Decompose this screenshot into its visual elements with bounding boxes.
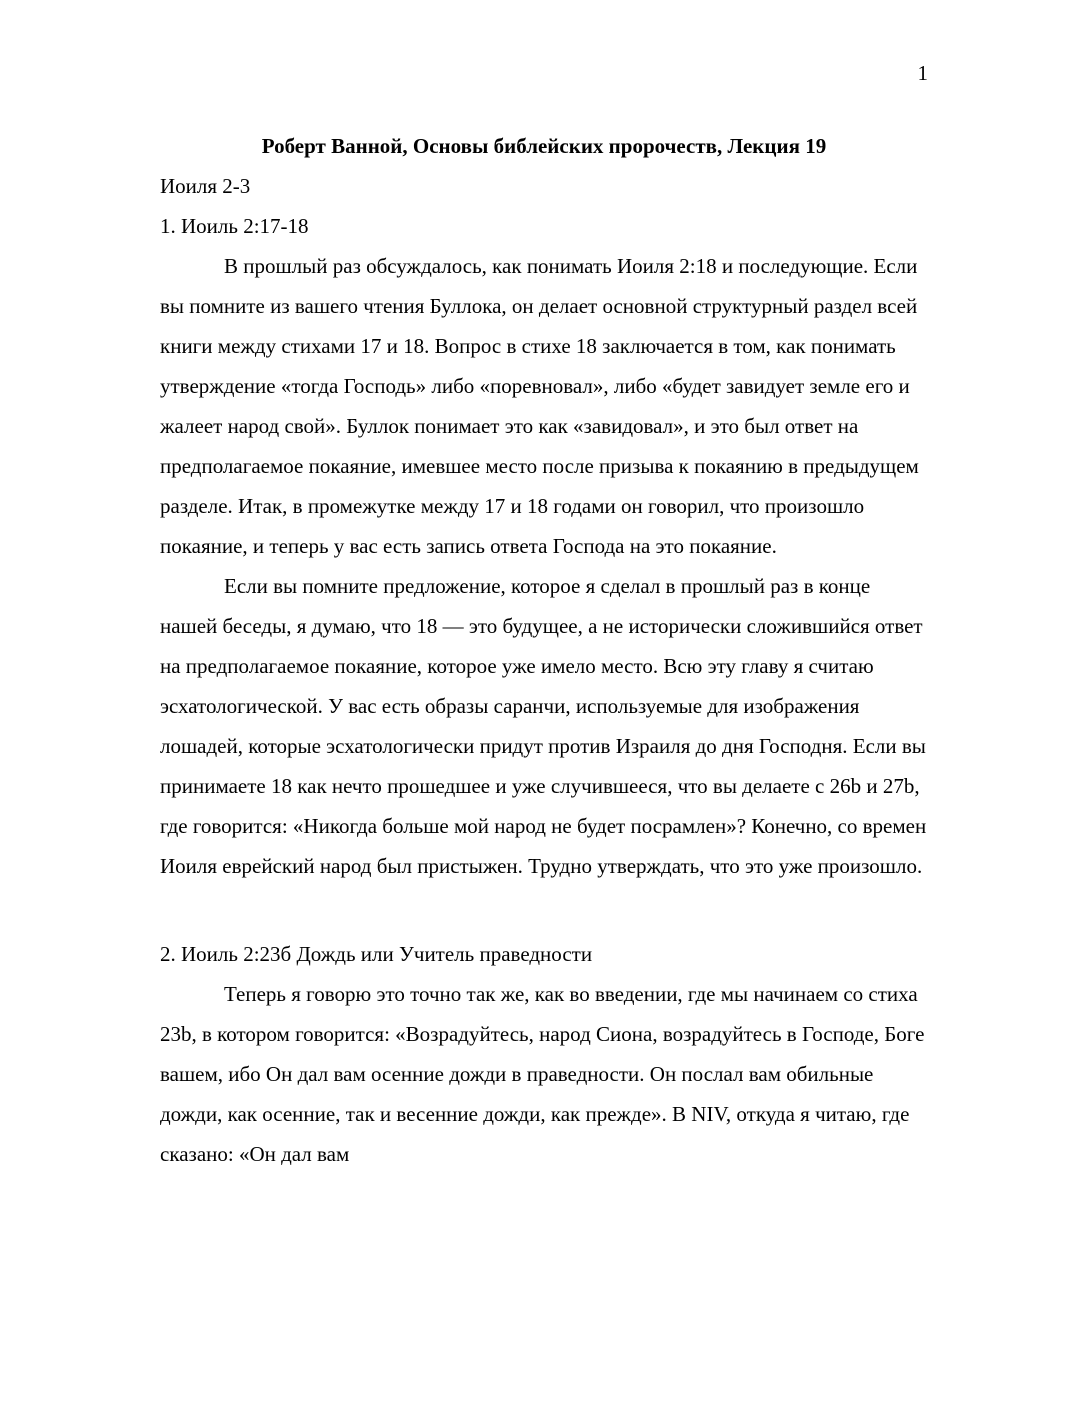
- page-number: 1: [917, 61, 928, 85]
- section-joel-2-17-18: [160, 206, 928, 886]
- section-heading: 2. Иоиль 2:23б Дождь или Учитель праведности: [160, 942, 593, 966]
- document-title: Роберт Ванной, Основы библейских пророчеств, Лекция 19: [261, 134, 827, 158]
- section-heading: 1. Иоиль 2:17-18: [160, 214, 309, 238]
- body-paragraph: В прошлый раз обсуждалось, как понимать Иоиля 2:18 и последующие. Если вы помните из вашего чтения Буллока, он делает основной структурный раздел всей книги между стихами 17 и 18. Вопрос в стихе 18 заключается в том, как понимать утверждение «тогда Господь» либо «поревновал», либо «будет завидует земле его и жалеет народ свой». Буллок понимает это как «завидовал», и это был ответ на предполагаемое покаяние, имевшее место после призыва к покаянию в предыдущем разделе. Итак, в промежутке между 17 и 18 годами он говорил, что произошло покаяние, и теперь у вас есть запись ответа Господа на это покаяние.: [160, 254, 919, 558]
- section-joel-2-23b: [160, 934, 928, 1174]
- scripture-reference: Иоиля 2-3: [160, 174, 251, 198]
- body-paragraph: Если вы помните предложение, которое я сделал в прошлый раз в конце нашей беседы, я думаю, что 18 — это будущее, а не исторически сложившийся ответ на предполагаемое покаяние, которое уже имело место. Всю эту главу я считаю эсхатологической. У вас есть образы саранчи, используемые для изображения лошадей, которые эсхатологически придут против Израиля до дня Господня. Если вы принимаете 18 как нечто прошедшее и уже случившееся, что вы делаете с 26b и 27b, где говорится: «Никогда больше мой народ не будет посрамлен»? Конечно, со времен Иоиля еврейский народ был пристыжен. Трудно утверждать, что это уже произошло.: [160, 574, 927, 878]
- body-paragraph: Теперь я говорю это точно так же, как во введении, где мы начинаем со стиха 23b, в котором говорится: «Возрадуйтесь, народ Сиона, возрадуйтесь в Господе, Боге вашем, ибо Он дал вам осенние дожди в праведности. Он послал вам обильные дожди, как осенние, так и весенние дожди, как прежде». В NIV, откуда я читаю, где сказано: «Он дал вам: [160, 982, 925, 1166]
